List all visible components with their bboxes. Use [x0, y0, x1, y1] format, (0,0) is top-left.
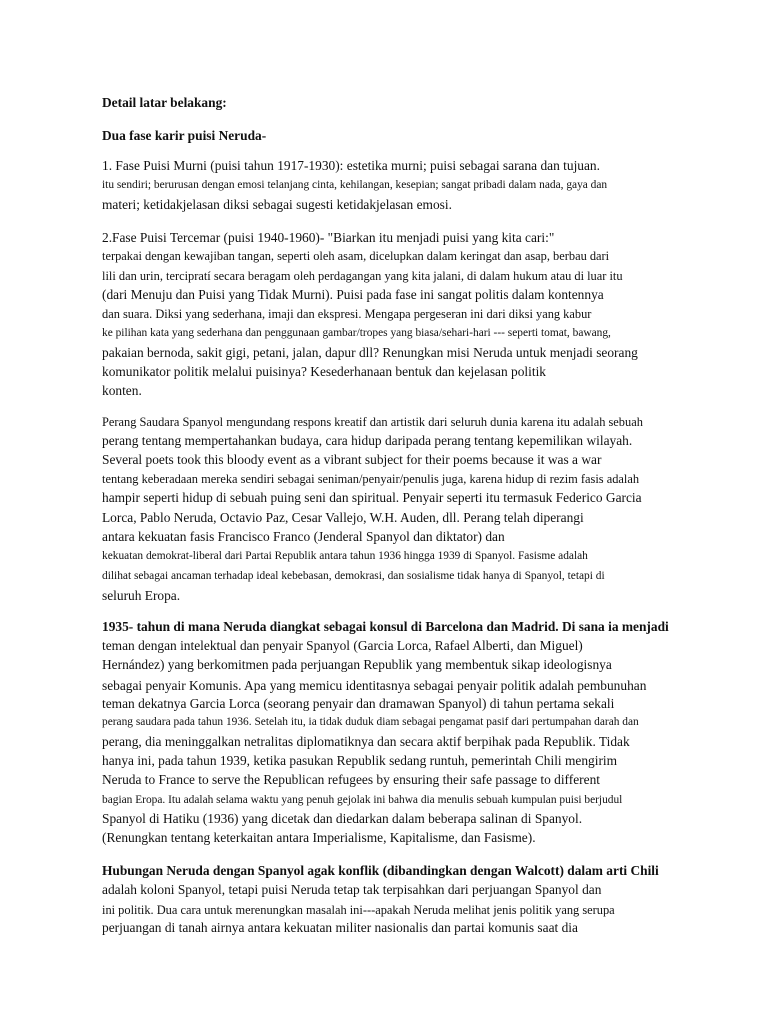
text-line: Hernández) yang berkomitmen pada perjuangan Republik yang membentuk sikap ideologisnya	[102, 657, 612, 672]
text-line: Lorca, Pablo Neruda, Octavio Paz, Cesar Vallejo, W.H. Auden, dll. Perang telah diperangi	[102, 510, 584, 525]
text-line: dan suara. Diksi yang sederhana, imaji dan ekspresi. Mengapa pergeseran ini dari diksi yang kabur	[102, 307, 592, 321]
text-line: perjuangan di tanah airnya antara kekuatan militer nasionalis dan partai komunis saat dia	[102, 920, 578, 935]
text-line: (dari Menuju dan Puisi yang Tidak Murni). Puisi pada fase ini sangat politis dalam kontennya	[102, 287, 604, 302]
text-line: itu sendiri; berurusan dengan emosi telanjang cinta, kehilangan, kesepian; sangat pribadi dalam nada, gaya dan	[102, 179, 608, 191]
text-line: 1. Fase Puisi Murni (puisi tahun 1917-1930): estetika murni; puisi sebagai sarana dan tujuan.	[102, 158, 600, 173]
text-line: terpakai dengan kewajiban tangan, seperti oleh asam, dicelupkan dalam keringat dan asap, berbau dari	[102, 249, 610, 263]
text-line: hanya ini, pada tahun 1939, ketika pasukan Republik sedang runtuh, pemerintah Chili mengirim	[102, 753, 618, 768]
text-line: ke pilihan kata yang sederhana dan penggunaan gambar/tropes yang biasa/sehari-hari --- seperti tomat, bawang,	[102, 327, 611, 339]
text-line: antara kekuatan fasis Francisco Franco (Jenderal Spanyol dan diktator) dan	[102, 529, 505, 544]
text-line: konten.	[102, 383, 142, 398]
text-line: komunikator politik melalui puisinya? Kesederhanaan bentuk dan kejelasan politik	[102, 364, 547, 379]
text-line: lili dan urin, tercipratí secara beragam oleh perdagangan yang kita jalani, di dalam hukum atau di luar itu	[102, 269, 623, 283]
text-line: 2.Fase Puisi Tercemar (puisi 1940-1960)- "Biarkan itu menjadi puisi yang kita cari:"	[102, 230, 555, 245]
text-line: perang, dia meninggalkan netralitas diplomatiknya dan secara aktif berpihak pada Republik. Tidak	[102, 734, 630, 749]
text-line: Spanyol di Hatiku (1936) yang dicetak dan diedarkan dalam beberapa salinan di Spanyol.	[102, 811, 583, 826]
text-line: ini politik. Dua cara untuk merenungkan masalah ini---apakah Neruda melihat jenis politik yang serupa	[102, 903, 615, 917]
text-line: 1935- tahun di mana Neruda diangkat sebagai konsul di Barcelona dan Madrid. Di sana ia menjadi	[102, 619, 669, 634]
text-line: sebagai penyair Komunis. Apa yang memicu identitasnya sebagai penyair politik adalah pembunuhan	[102, 678, 647, 693]
text-line: perang tentang mempertahankan budaya, cara hidup daripada perang tentang kepemilikan wilayah.	[102, 433, 633, 448]
text-line: pakaian bernoda, sakit gigi, petani, jalan, dapur dll? Renungkan misi Neruda untuk menjadi seorang	[102, 345, 638, 360]
text-line: (Renungkan tentang keterkaitan antara Imperialisme, Kapitalisme, dan Fasisme).	[102, 830, 536, 845]
text-line: materi; ketidakjelasan diksi sebagai sugesti ketidakjelasan emosi.	[102, 197, 452, 212]
text-line: hampir seperti hidup di sebuah puing seni dan spiritual. Penyair seperti itu termasuk Federico Garcia	[102, 490, 642, 505]
text-line: perang saudara pada tahun 1936. Setelah itu, ia tidak duduk diam sebagai pengamat pasif dari pertumpahan darah dan	[102, 716, 639, 728]
heading: Detail latar belakang:	[102, 95, 227, 110]
text-line: teman dengan intelektual dan penyair Spanyol (Garcia Lorca, Rafael Alberti, dan Miguel)	[102, 638, 583, 653]
text-line: tentang keberadaan mereka sendiri sebagai seniman/penyair/penulis juga, karena hidup di rezim fasis adalah	[102, 472, 640, 486]
text-line: seluruh Eropa.	[102, 588, 181, 603]
text-line: Perang Saudara Spanyol mengundang respons kreatif dan artistik dari seluruh dunia karena itu adalah sebuah	[102, 415, 643, 429]
text-line: Neruda to France to serve the Republican refugees by ensuring their safe passage to different	[102, 772, 600, 787]
text-line: dilihat sebagai ancaman terhadap ideal kebebasan, demokrasi, dan sosialisme tidak hanya di Spanyol, tetapi di	[102, 570, 605, 582]
text-line: Several poets took this bloody event as a vibrant subject for their poems because it was a war	[102, 452, 602, 467]
subheading: Dua fase karir puisi Neruda-	[102, 128, 267, 143]
text-line: teman dekatnya Garcia Lorca (seorang penyair dan dramawan Spanyol) di tahun pertama sekali	[102, 696, 615, 711]
text-line: adalah koloni Spanyol, tetapi puisi Neruda tetap tak terpisahkan dari perjuangan Spanyol dan	[102, 882, 602, 897]
text-line: bagian Eropa. Itu adalah selama waktu yang penuh gejolak ini bahwa dia menulis sebuah kumpulan puisi berjudul	[102, 794, 623, 806]
text-line: kekuatan demokrat-liberal dari Partai Republik antara tahun 1936 hingga 1939 di Spanyol. Fasisme adalah	[102, 550, 588, 562]
text-line: Hubungan Neruda dengan Spanyol agak konflik (dibandingkan dengan Walcott) dalam arti Chili	[102, 863, 659, 878]
